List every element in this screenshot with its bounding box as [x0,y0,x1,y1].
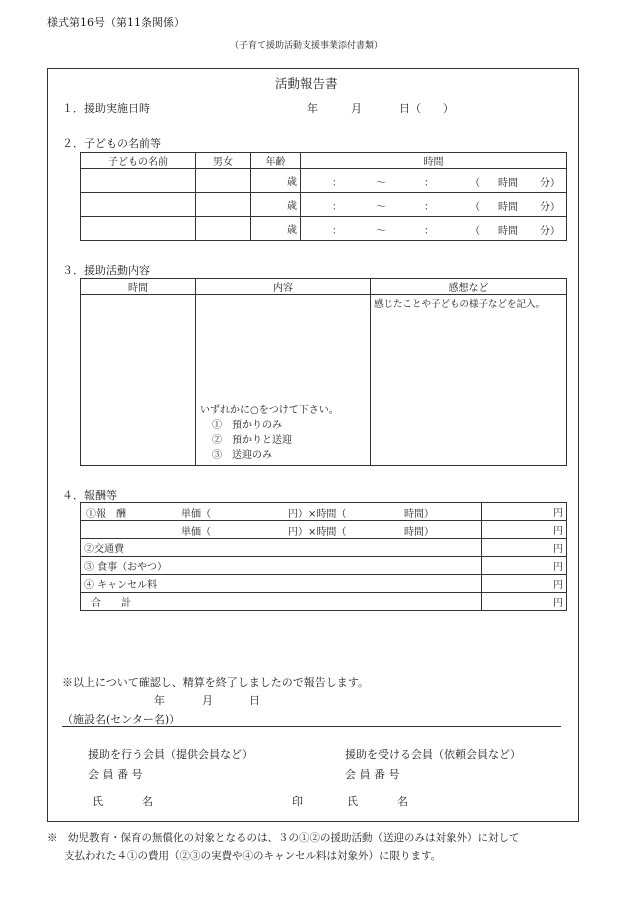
tilde: 〜 [376,201,386,213]
option-care-and-transport[interactable]: ② 預かりと送迎 [212,435,292,446]
impression-note: 感じたことや子どもの様子などを記入。 [374,299,546,310]
child-name-cell[interactable] [81,217,196,241]
table-row [81,593,567,611]
yen-unit: 円 [553,598,563,609]
footnote-line1: ※ 幼児教育・保育の無償化の対象となるのは、３の①②の援助活動（送迎のみは対象外）に対して [47,832,520,844]
form-number: 様式第16号（第11条関係） [47,16,185,29]
yen-unit: 円 [553,562,563,573]
time-cell[interactable] [301,217,567,241]
age-cell[interactable] [251,217,301,241]
attachment-note: （子育て援助活動支援事業添付書類） [230,41,384,51]
section2-label: ２．子どもの名前等 [62,137,161,150]
transport-amount[interactable] [482,539,567,557]
yen-unit: 円 [553,580,563,591]
provider-label: 援助を行う会員（提供会員など） [88,748,253,761]
seal-mark: 印 [292,795,303,808]
table-row [81,521,567,539]
section3-label: ３．援助活動内容 [62,264,150,277]
child-name-cell[interactable] [81,193,196,217]
paren-open: （ [470,225,480,237]
minutes-label: 分） [540,201,560,213]
confirm-text: ※以上について確認し、精算を終了しましたので報告します。 [62,676,369,689]
minutes-label: 分） [540,225,560,237]
reward-row-2 [81,521,482,539]
meal-amount[interactable] [482,557,567,575]
total-label: 合 計 [81,593,482,611]
facility-label: （施設名(センター名)） [62,713,181,726]
gender-cell[interactable] [196,217,251,241]
colon-start: ： [332,201,342,213]
unit-price-label: 単価（ [181,526,211,538]
activity-table [80,278,567,466]
table-row [81,539,567,557]
age-unit: 歳 [287,225,297,236]
activity-header-row [81,279,567,295]
header-activity-time: 時間 [81,279,196,295]
meal-label: ③ 食事（おやつ） [81,557,482,575]
age-unit: 歳 [287,177,297,188]
paren-open: （ [470,177,480,189]
cancel-amount[interactable] [482,575,567,593]
yen-unit: 円 [553,508,563,519]
age-unit: 歳 [287,201,297,212]
gender-cell[interactable] [196,169,251,193]
provider-name-mei: 名 [142,795,153,808]
hours-label: 時間 [498,201,518,213]
table-row [81,557,567,575]
activity-body-row [81,295,567,466]
receiver-name-mei: 名 [397,795,408,808]
hours-label: 時間 [498,225,518,237]
reward-amount-1[interactable] [482,503,567,521]
age-cell[interactable] [251,169,301,193]
confirm-day: 日 [249,694,260,707]
minutes-label: 分） [540,177,560,189]
hours-paren-label: 時間） [404,526,434,538]
receiver-name-shi: 氏 [347,795,358,808]
receiver-label: 援助を受ける会員（依頼会員など） [345,748,521,761]
transport-label: ②交通費 [81,539,482,557]
header-gender: 男女 [196,153,251,169]
cancel-label: ④ キャンセル料 [81,575,482,593]
confirm-year: 年 [154,694,165,707]
header-child-name: 子どもの名前 [81,153,196,169]
provider-name-shi: 氏 [92,795,103,808]
activity-time-cell[interactable] [81,295,196,466]
table-row [81,575,567,593]
yen-times-label: 円）×時間（ [288,526,347,538]
section1-label: １．援助実施日時 [62,102,150,115]
colon-start: ： [332,225,342,237]
reward-row-1 [81,503,482,521]
option-care-only[interactable]: ① 預かりのみ [212,420,282,431]
paren-open: （ [470,201,480,213]
unit-price-label: 単価（ [181,508,211,520]
children-header-row [81,153,567,169]
impressions-cell[interactable] [371,295,567,466]
reward-label: ①報 酬 [86,508,126,520]
time-cell[interactable] [301,193,567,217]
total-amount[interactable] [482,593,567,611]
section1-day: 日（ ） [399,102,454,115]
yen-times-label: 円）×時間（ [288,508,347,520]
option-transport-only[interactable]: ③ 送迎のみ [212,450,272,461]
table-row [81,503,567,521]
colon-start: ： [332,177,342,189]
reward-table [80,502,567,611]
section4-label: ４．報酬等 [62,489,117,502]
colon-end: ： [424,225,434,237]
choose-note: いずれかに○をつけて下さい。 [200,405,339,416]
page-title: 活動報告書 [275,76,338,91]
time-cell[interactable] [301,169,567,193]
facility-underline [62,726,561,727]
header-activity-content: 内容 [196,279,371,295]
header-age: 年齢 [251,153,301,169]
header-impressions: 感想など [371,279,567,295]
children-table [80,152,567,241]
hours-paren-label: 時間） [404,508,434,520]
section1-year: 年 [307,102,318,115]
tilde: 〜 [376,177,386,189]
header-time: 時間 [301,153,567,169]
age-cell[interactable] [251,193,301,217]
yen-unit: 円 [553,544,563,555]
table-row [81,217,567,241]
colon-end: ： [424,201,434,213]
footnote-line2: 支払われた４①の費用（②③の実費や④のキャンセル料は対象外）に限ります。 [64,850,442,862]
child-name-cell[interactable] [81,169,196,193]
confirm-month: 月 [202,694,213,707]
hours-label: 時間 [498,177,518,189]
table-row [81,169,567,193]
reward-amount-2[interactable] [482,521,567,539]
yen-unit: 円 [553,526,563,537]
activity-content-cell[interactable] [196,295,371,466]
section1-month: 月 [351,102,362,115]
receiver-member-no[interactable]: 会 員 番 号 [345,768,400,781]
tilde: 〜 [376,225,386,237]
colon-end: ： [424,177,434,189]
table-row [81,193,567,217]
provider-member-no[interactable]: 会 員 番 号 [88,768,143,781]
gender-cell[interactable] [196,193,251,217]
